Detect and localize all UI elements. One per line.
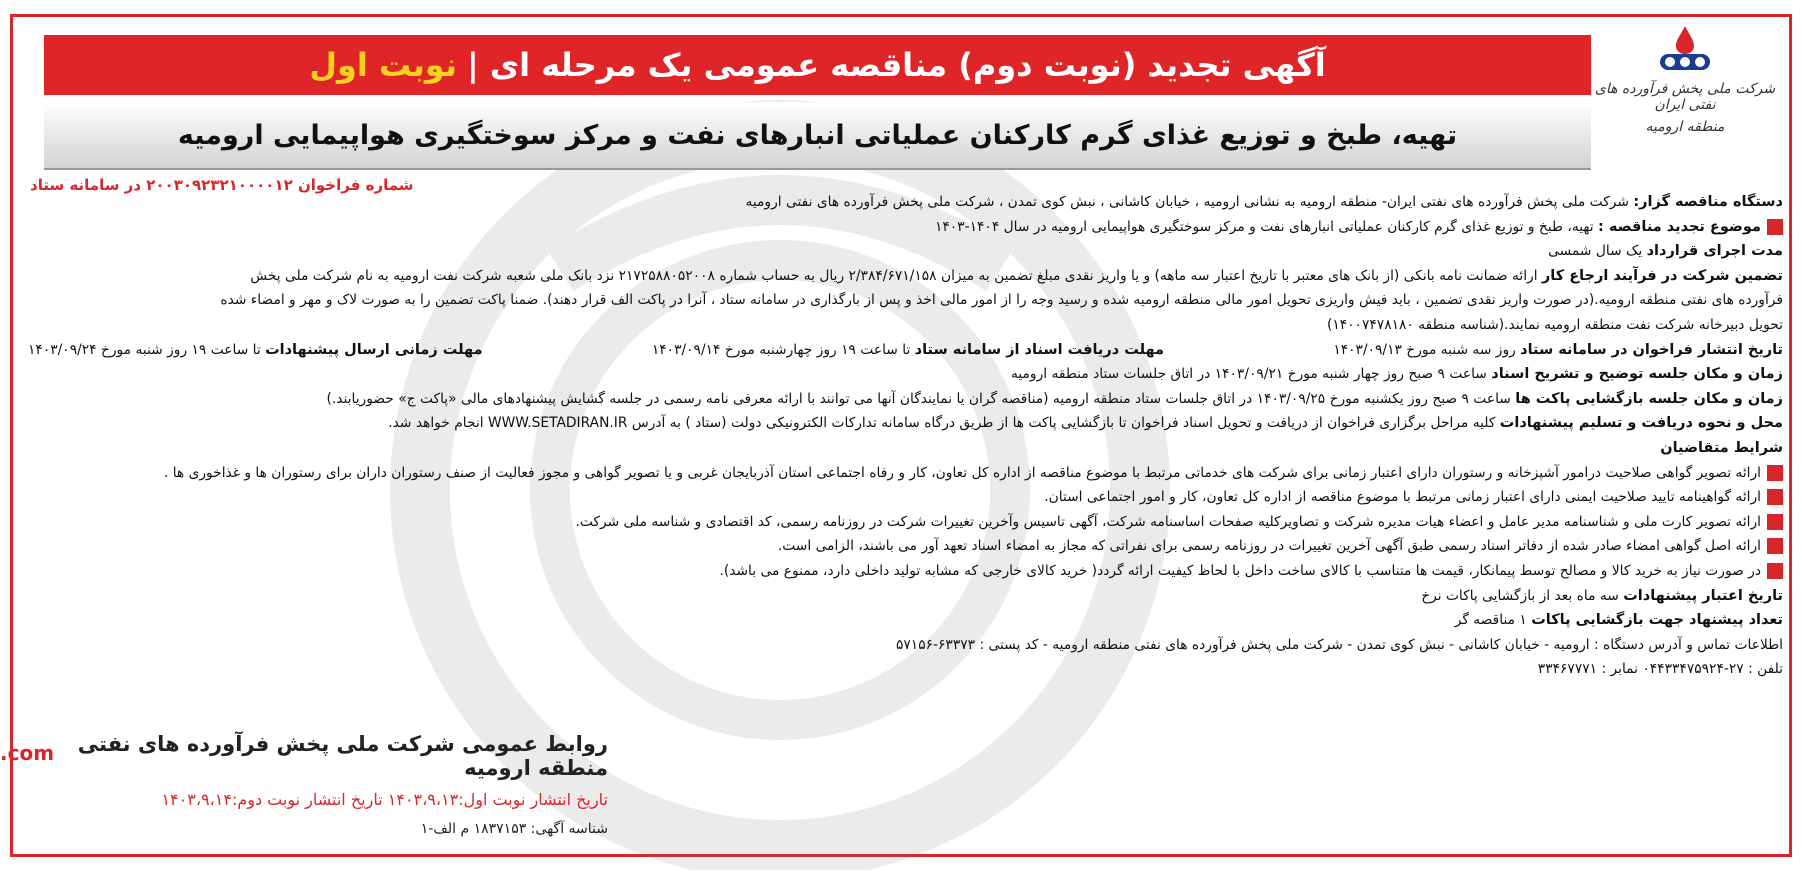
row-text: تا ساعت ۱۹ روز چهارشنبه مورخ ۱۴۰۳/۰۹/۱۴ [651, 341, 915, 358]
red-square-bullet [1767, 563, 1783, 579]
condition-item [28, 534, 1783, 559]
row-label: تاریخ انتشار فراخوان در سامانه ستاد [1520, 341, 1783, 358]
condition-item [28, 485, 1783, 510]
row-label: مهلت دریافت اسناد از سامانه ستاد [914, 341, 1165, 358]
row-text: یک سال شمسی [1548, 243, 1647, 260]
ad-title-bar [44, 35, 1591, 95]
row-text: شرکت ملی پخش فرآورده های نفتی ایران- منطقه ارومیه به نشانی ارومیه ، خیابان کاشانی ، نبش کوی تمدن ، شرکت ملی پخش فرآورده های نفتی ارومیه [745, 194, 1634, 210]
row-text: تا ساعت ۱۹ روز شنبه مورخ ۱۴۰۳/۰۹/۲۴ [28, 341, 266, 358]
row-text: تهیه، طبخ و توزیع غذای گرم کارکنان عملیاتی انبارهای نفت و مرکز سوختگیری هواپیمایی ارومیه در سال ۱۴۰۴-۱۴۰۳ [934, 218, 1598, 235]
red-square-bullet [1767, 538, 1783, 554]
condition-text: ارائه گواهینامه تایید صلاحیت ایمنی دارای اعتبار زمانی مرتبط با موضوع مناقصه از اداره کل تعاون، کار و امور اجتماعی استان. [1044, 489, 1761, 506]
row-text: ساعت ۹ صبح روز یکشنبه مورخ ۱۴۰۳/۰۹/۲۵ در اتاق جلسات ستاد منطقه ارومیه (مناقصه گران یا نمایندگان آنها می توانند با ارائه معرفی نامه رسمی در جلسه گشایش پیشنهادهای مالی «پاکت ج» حضوریابند.) [326, 390, 1516, 407]
logo-region: منطقه ارومیه [1645, 119, 1725, 135]
row-text: تلفن : ۲۷-۰۴۴۳۳۴۷۵۹۲۴ نمابر : ۳۳۴۶۷۷۷۱ [1537, 661, 1783, 678]
row-text: سه ماه بعد از بازگشایی پاکات نرخ [1421, 587, 1624, 604]
row-dates [28, 338, 1783, 363]
tender-number: شماره فراخوان ۲۰۰۳۰۹۲۳۲۱۰۰۰۰۱۲ در سامانه ستاد [30, 176, 414, 194]
row-label: مهلت زمانی ارسال پیشنهادات [265, 341, 483, 358]
row-briefing [28, 362, 1783, 387]
row-opening [28, 387, 1783, 412]
red-square-bullet [1767, 465, 1783, 481]
ad-subtitle-bar [44, 102, 1591, 170]
row-guarantee [28, 264, 1783, 289]
row-label: تعداد پیشنهاد جهت بازگشایی پاکات [1531, 612, 1783, 629]
ad-subtitle: تهیه، طبخ و توزیع غذای گرم کارکنان عملیاتی انبارهای نفت و مرکز سوختگیری هواپیمایی ارومیه [177, 119, 1458, 151]
row-contact-phone [28, 657, 1783, 682]
row-text: کلیه مراحل برگزاری فراخوان از دریافت و تحویل اسناد فراخوان تا بازگشایی پاکت ها از طریق درگاه سامانه تدارکات الکترونیکی دولت (ستاد ) به آدرس WWW.SETADIRAN.IR انجام خواهد شد. [388, 415, 1500, 432]
red-square-bullet [1767, 489, 1783, 505]
publication-dates: تاریخ انتشار نوبت اول:۱۴۰۳،۹،۱۳ تاریخ انتشار نوبت دوم:۱۴۰۳،۹،۱۴ [161, 790, 608, 809]
publish-date [1333, 338, 1783, 363]
ad-id: شناسه آگهی: ۱۸۳۷۱۵۳ م الف-۱ [420, 821, 608, 837]
row-bidders-count [28, 608, 1783, 633]
ad-body [28, 190, 1783, 682]
row-guarantee-cont2 [28, 313, 1783, 338]
row-text: ارائه ضمانت نامه بانکی (از بانک های معتبر با تاریخ اعتبار سه ماهه) و یا واریز نقدی مبلغ تضمین به میزان ۲/۳۸۴/۶۷۱/۱۵۸ ریال به حساب شماره ۲۱۷۲۵۸۸۰۵۲۰۰۸ نزد بانک ملی شعبه شرکت نفت ارومیه به نام شرکت ملی پخش [250, 267, 1542, 284]
condition-item [28, 510, 1783, 535]
row-label: موضوع تجدید مناقصه : [1597, 218, 1761, 235]
submit-deadline [28, 338, 483, 363]
row-label: تاریخ اعتبار پیشنهادات [1623, 587, 1783, 604]
row-text: ساعت ۹ صبح روز چهار شنبه مورخ ۱۴۰۳/۰۹/۲۱ در اتاق جلسات ستاد منطقه ارومیه [1010, 366, 1492, 383]
row-label: شرایط متقاضیان [1660, 439, 1783, 456]
ad-title: آگهی تجدید (نوبت دوم) مناقصه عمومی یک مرحله ای | [467, 46, 1326, 84]
condition-text: ارائه تصویر گواهی صلاحیت درامور آشپزخانه و رستوران دارای اعتبار زمانی برای شرکت های خدماتی مرتبط با موضوع مناقصه از اداره کل تعاون، کار و رفاه اجتماعی استان آذربایجان غربی و یا تصویر گواهی و مجوز فعالیت از صنف رستوران داران برای رستوران ها و غذاخوری ها . [163, 464, 1761, 481]
row-subject [28, 215, 1783, 240]
row-text: ۱ مناقصه گر [1454, 612, 1532, 629]
row-label: محل و نحوه دریافت و تسلیم پیشنهادات [1499, 415, 1783, 432]
condition-text: ارائه تصویر کارت ملی و شناسنامه مدیر عامل و اعضاء هیات مدیره شرکت و تصاویرکلیه صفحات اساسنامه شرکت، آگهی تاسیس وآخرین تغییرات شرکت در روزنامه رسمی، کد اقتصادی و شناسه ملی شرکت. [575, 513, 1761, 530]
condition-text: در صورت نیاز به خرید کالا و مصالح توسط پیمانکار، قیمت ها متناسب با کالای ساخت داخل با لحاظ کیفیت ارائه گردد( خرید کالای خارجی که مشابه تولید داخلی دارد، ممنوع می باشد). [719, 562, 1761, 579]
row-label: زمان و مکان جلسه بازگشایی پاکت ها [1515, 390, 1783, 407]
row-text: فرآورده های نفتی منطقه ارومیه.(در صورت واریز نقدی تضمین ، باید فیش واریزی تحویل امور مالی منطقه ارومیه شده و رسید وجه را از امور مالی اخذ و پس از بارگذاری در سامانه ستاد ، آنرا در پاکت الف قرار دهند). ضمنا پاکت تضمین را به صورت لاک و مهر و امضاء شده [220, 292, 1783, 309]
row-validity [28, 584, 1783, 609]
condition-item [28, 559, 1783, 584]
row-duration [28, 239, 1783, 264]
row-guarantee-cont [28, 288, 1783, 313]
condition-text: ارائه اصل گواهی امضاء صادر شده از دفاتر اسناد رسمی طبق آگهی آخرین تغییرات در روزنامه رسمی برای نفراتی که مجاز به امضاء اسناد تعهد آور می باشند، الزامی است. [777, 538, 1761, 555]
row-submission [28, 411, 1783, 436]
side-url-fragment: .com [0, 741, 55, 765]
row-conditions-heading [28, 436, 1783, 461]
company-logo [1590, 22, 1780, 142]
public-relations-block [28, 732, 608, 837]
condition-item [28, 461, 1783, 486]
row-contact-address [28, 633, 1783, 658]
row-organizer [28, 190, 1783, 215]
row-text: اطلاعات تماس و آدرس دستگاه : ارومیه - خیابان کاشانی - نبش کوی تمدن - شرکت ملی پخش فرآورده های نفتی منطقه ارومیه - کد پستی : ۶۳۳۷۳-۵۷۱۵۶ [895, 636, 1783, 653]
logo-company-name: شرکت ملی پخش فرآورده های نفتی ایران [1594, 81, 1776, 113]
row-label: زمان و مکان جلسه توضیح و تشریح اسناد [1491, 366, 1783, 383]
ad-title-highlight: نوبت اول [309, 46, 457, 84]
receive-deadline [652, 338, 1164, 363]
row-text: تحویل دبیرخانه شرکت نفت منطقه ارومیه نمایند.(شناسه منطقه ۱۴۰۰۷۴۷۸۱۸۰) [1326, 316, 1783, 333]
row-text: روز سه شنبه مورخ ۱۴۰۳/۰۹/۱۳ [1333, 341, 1521, 358]
red-square-bullet [1767, 219, 1783, 235]
red-square-bullet [1767, 514, 1783, 530]
public-relations-title: روابط عمومی شرکت ملی پخش فرآورده های نفتی منطقه ارومیه [77, 732, 608, 780]
nioc-flame-logo-icon [1650, 22, 1720, 77]
row-label: دستگاه مناقصه گزار: [1633, 194, 1783, 210]
row-label: مدت اجرای قرارداد [1646, 243, 1783, 260]
row-label: تضمین شرکت در فرآیند ارجاع کار [1541, 267, 1783, 284]
